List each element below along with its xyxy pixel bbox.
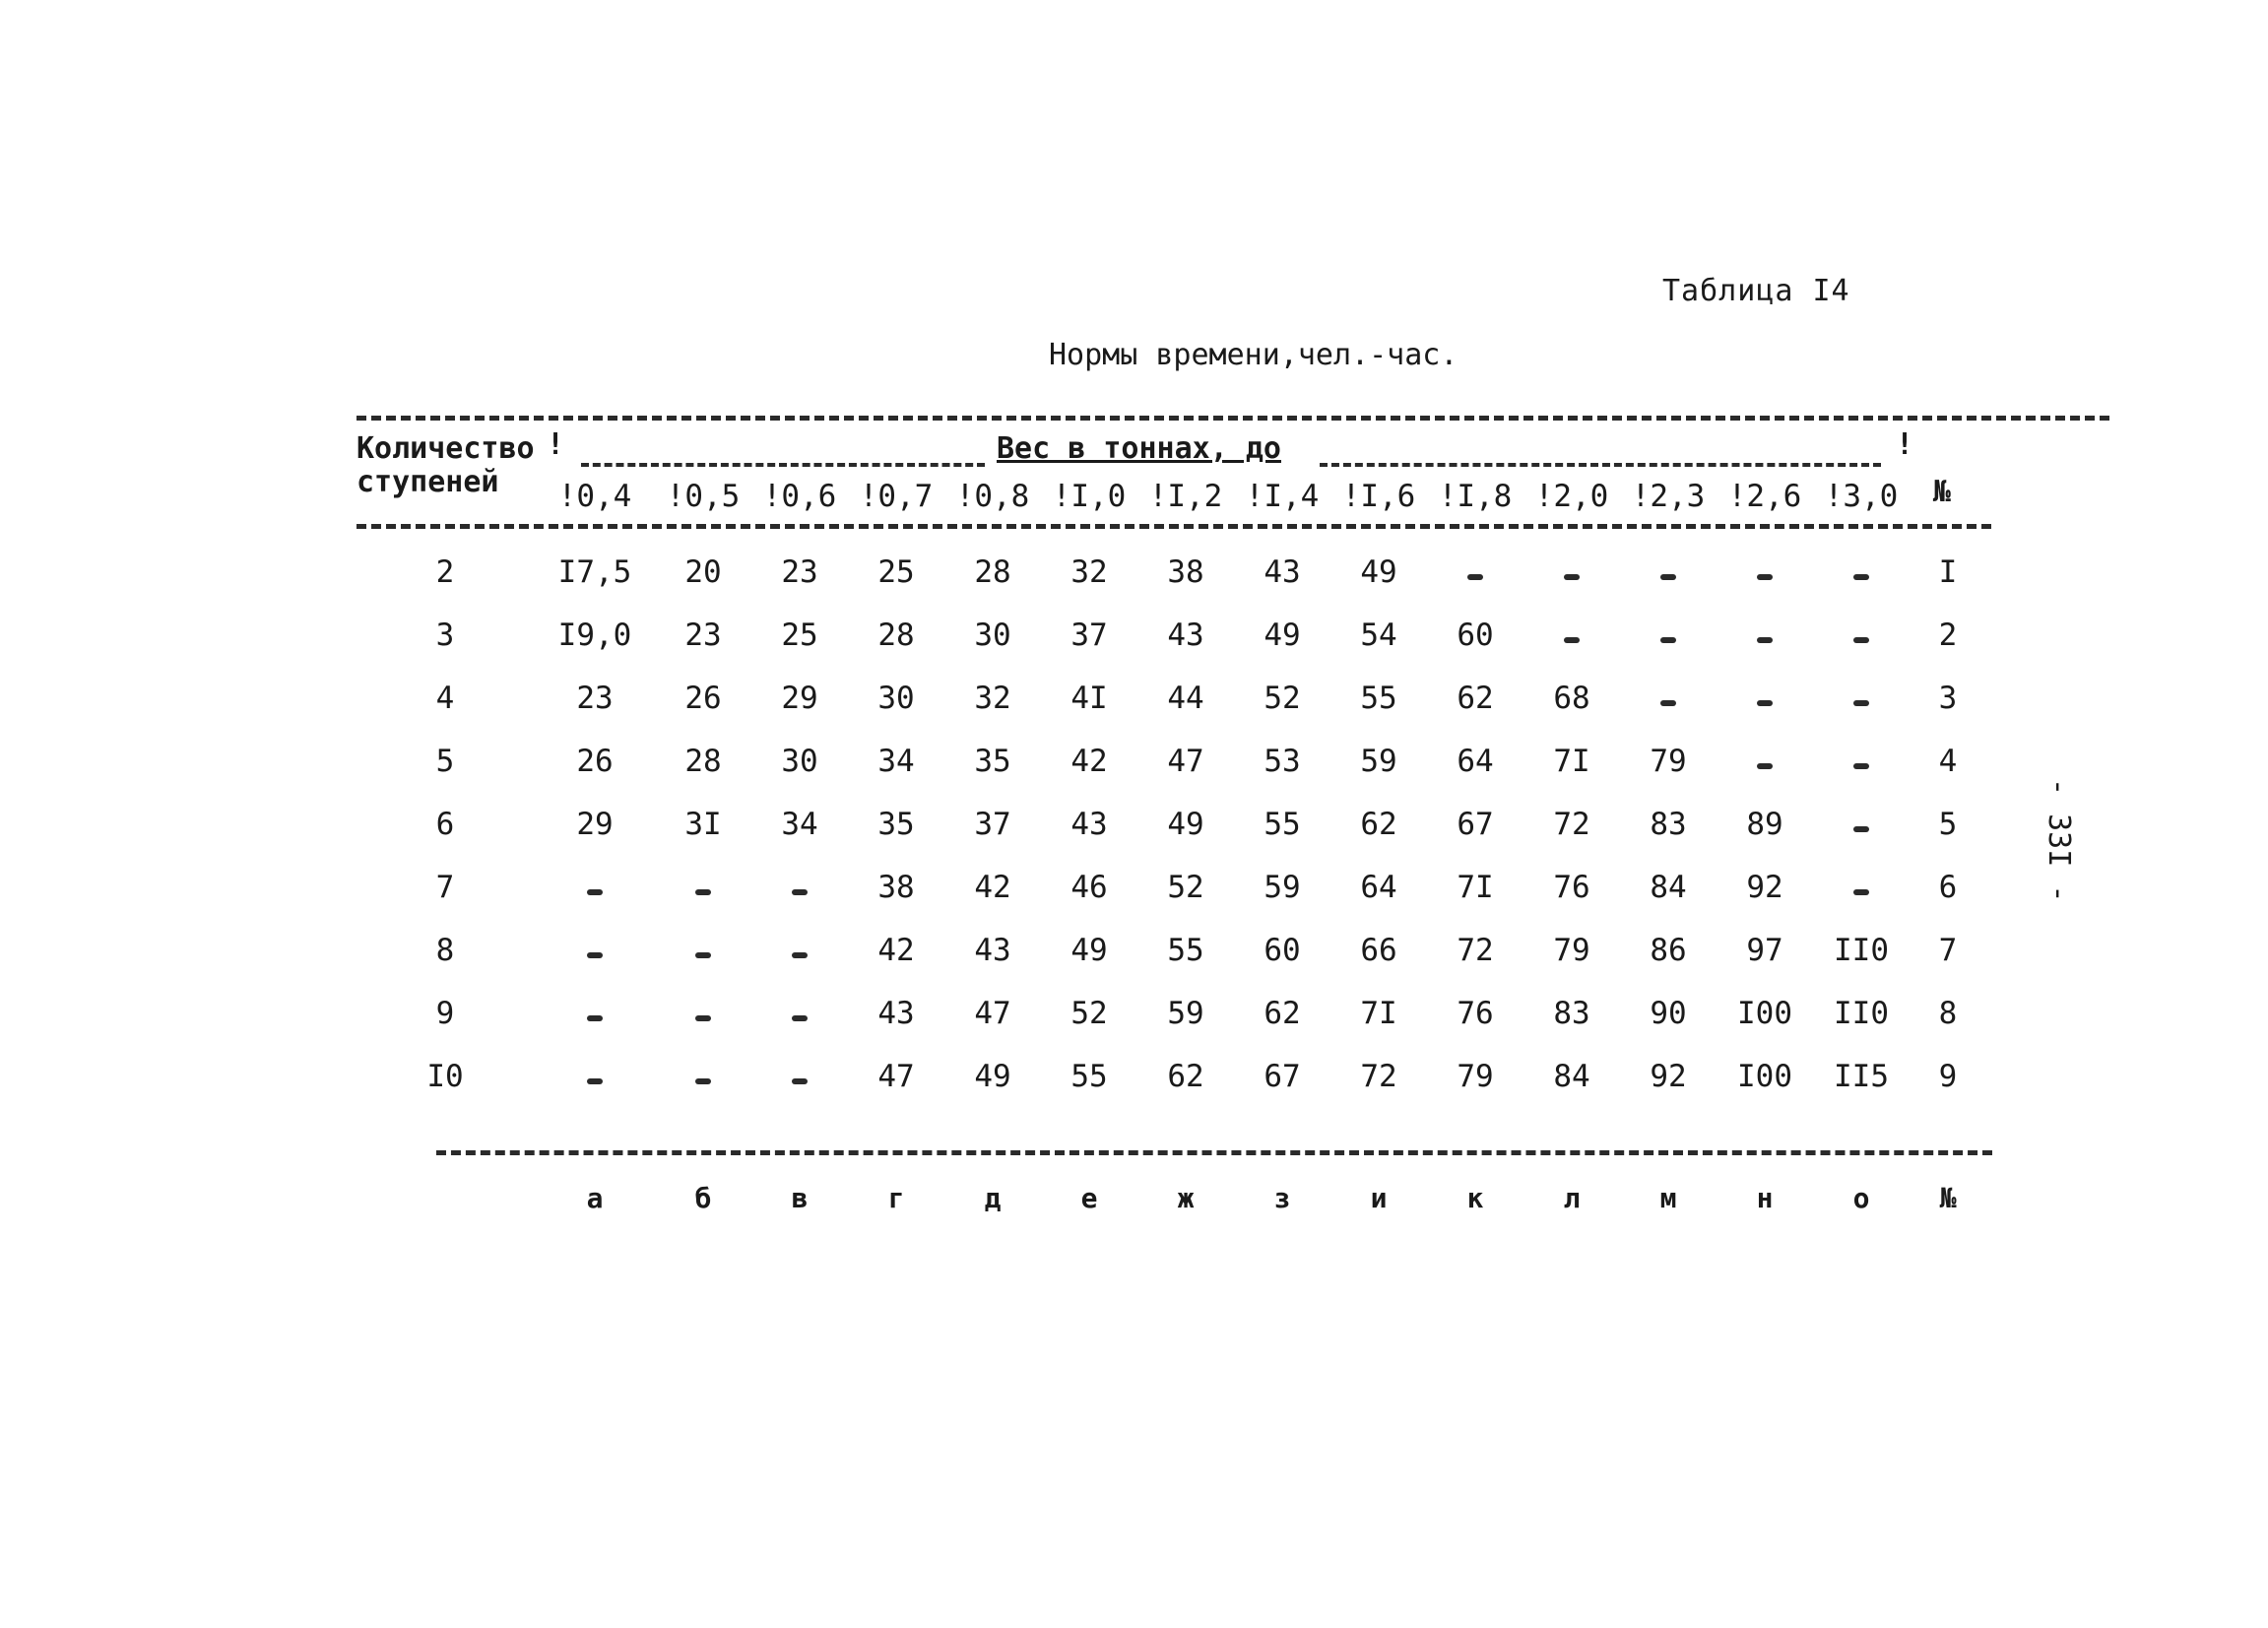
empty-cell-dash <box>587 889 603 895</box>
empty-cell-dash <box>1853 637 1869 643</box>
value-cell: 28 <box>684 744 722 779</box>
value-cell: 3I <box>684 807 722 842</box>
column-letter: к <box>1466 1182 1484 1214</box>
value-cell: 30 <box>781 744 818 779</box>
header-steps-line2: ступеней <box>356 465 499 499</box>
value-cell: 76 <box>1457 996 1494 1031</box>
column-letter: г <box>887 1182 905 1214</box>
page-title: Нормы времени,чел.-час. <box>1049 338 1458 372</box>
value-cell: 47 <box>877 1059 915 1094</box>
value-cell: 83 <box>1650 807 1687 842</box>
value-cell: 30 <box>877 681 915 716</box>
value-cell: 46 <box>1070 870 1108 905</box>
value-cell: 28 <box>877 618 915 653</box>
value-cell: 29 <box>576 807 614 842</box>
steps-cell: 5 <box>435 744 455 779</box>
value-cell: 49 <box>1070 933 1108 968</box>
column-letter: ж <box>1177 1182 1195 1214</box>
value-cell: 72 <box>1360 1059 1397 1094</box>
empty-cell-dash <box>695 952 711 958</box>
value-cell: 52 <box>1264 681 1301 716</box>
value-cell: 43 <box>1264 554 1301 590</box>
header-weight-8: !I,6 <box>1341 479 1416 514</box>
value-cell: 67 <box>1457 807 1494 842</box>
value-cell: 62 <box>1167 1059 1204 1094</box>
value-cell: 62 <box>1360 807 1397 842</box>
value-cell: 23 <box>576 681 614 716</box>
column-letter: в <box>791 1182 809 1214</box>
column-letter: д <box>984 1182 1002 1214</box>
steps-cell: 2 <box>435 554 455 590</box>
row-number-cell: I <box>1938 554 1958 590</box>
row-number-cell: 2 <box>1938 618 1958 653</box>
empty-cell-dash <box>792 1015 808 1021</box>
value-cell: 20 <box>684 554 722 590</box>
row-number-cell: 3 <box>1938 681 1958 716</box>
value-cell: 37 <box>1070 618 1108 653</box>
header-weight-9: !I,8 <box>1438 479 1513 514</box>
side-page-number: - 33I - <box>2041 778 2076 903</box>
header-weight-3: !0,7 <box>859 479 934 514</box>
column-letter: о <box>1852 1182 1870 1214</box>
row-number-cell: 9 <box>1938 1059 1958 1094</box>
empty-cell-dash <box>695 1078 711 1084</box>
empty-cell-dash <box>792 889 808 895</box>
value-cell: 29 <box>781 681 818 716</box>
header-number-symbol: № <box>1933 475 1952 509</box>
value-cell: 79 <box>1650 744 1687 779</box>
value-cell: 43 <box>1167 618 1204 653</box>
row-number-cell: 5 <box>1938 807 1958 842</box>
value-cell: 83 <box>1553 996 1590 1031</box>
value-cell: 49 <box>1167 807 1204 842</box>
value-cell: 64 <box>1360 870 1397 905</box>
empty-cell-dash <box>792 952 808 958</box>
value-cell: 72 <box>1553 807 1590 842</box>
value-cell: 49 <box>1360 554 1397 590</box>
empty-cell-dash <box>1757 574 1773 580</box>
value-cell: 47 <box>1167 744 1204 779</box>
value-cell: 4I <box>1070 681 1108 716</box>
value-cell: 26 <box>576 744 614 779</box>
value-cell: I00 <box>1737 996 1792 1031</box>
empty-cell-dash <box>1853 700 1869 706</box>
value-cell: II0 <box>1834 933 1889 968</box>
header-separator-right: ! <box>1896 427 1914 462</box>
value-cell: 84 <box>1650 870 1687 905</box>
value-cell: 59 <box>1360 744 1397 779</box>
header-weight-1: !0,5 <box>666 479 741 514</box>
value-cell: 62 <box>1457 681 1494 716</box>
steps-cell: 7 <box>435 870 455 905</box>
value-cell: 28 <box>974 554 1011 590</box>
value-cell: 72 <box>1457 933 1494 968</box>
value-cell: 47 <box>974 996 1011 1031</box>
value-cell: 38 <box>877 870 915 905</box>
value-cell: 7I <box>1360 996 1397 1031</box>
empty-cell-dash <box>587 1015 603 1021</box>
value-cell: 53 <box>1264 744 1301 779</box>
bottom-rule <box>436 1150 1992 1155</box>
value-cell: 35 <box>974 744 1011 779</box>
header-weight-10: !2,0 <box>1534 479 1609 514</box>
empty-cell-dash <box>1853 826 1869 832</box>
column-letter-number: № <box>1939 1182 1957 1214</box>
value-cell: 35 <box>877 807 915 842</box>
empty-cell-dash <box>695 1015 711 1021</box>
header-separator: ! <box>547 427 565 462</box>
empty-cell-dash <box>1853 574 1869 580</box>
empty-cell-dash <box>1467 574 1483 580</box>
header-weight-7: !I,4 <box>1245 479 1320 514</box>
value-cell: 43 <box>1070 807 1108 842</box>
value-cell: 34 <box>877 744 915 779</box>
value-cell: 97 <box>1746 933 1783 968</box>
value-cell: 54 <box>1360 618 1397 653</box>
column-letter: м <box>1659 1182 1677 1214</box>
value-cell: I7,5 <box>557 554 632 590</box>
header-weight-group: Вес в тоннах, до <box>997 431 1281 466</box>
value-cell: 43 <box>877 996 915 1031</box>
value-cell: 52 <box>1070 996 1108 1031</box>
value-cell: 86 <box>1650 933 1687 968</box>
steps-cell: 6 <box>435 807 455 842</box>
empty-cell-dash <box>1660 637 1676 643</box>
value-cell: 60 <box>1457 618 1494 653</box>
value-cell: 66 <box>1360 933 1397 968</box>
value-cell: I00 <box>1737 1059 1792 1094</box>
value-cell: 42 <box>1070 744 1108 779</box>
value-cell: 79 <box>1457 1059 1494 1094</box>
value-cell: II5 <box>1834 1059 1889 1094</box>
steps-cell: 8 <box>435 933 455 968</box>
row-number-cell: 6 <box>1938 870 1958 905</box>
value-cell: 89 <box>1746 807 1783 842</box>
row-number-cell: 7 <box>1938 933 1958 968</box>
value-cell: 23 <box>781 554 818 590</box>
value-cell: 67 <box>1264 1059 1301 1094</box>
value-cell: 7I <box>1553 744 1590 779</box>
value-cell: 59 <box>1167 996 1204 1031</box>
header-weight-6: !I,2 <box>1148 479 1223 514</box>
value-cell: 76 <box>1553 870 1590 905</box>
empty-cell-dash <box>587 952 603 958</box>
value-cell: 32 <box>974 681 1011 716</box>
empty-cell-dash <box>695 889 711 895</box>
empty-cell-dash <box>587 1078 603 1084</box>
empty-cell-dash <box>1564 574 1580 580</box>
empty-cell-dash <box>1757 700 1773 706</box>
value-cell: 30 <box>974 618 1011 653</box>
header-weight-0: !0,4 <box>557 479 632 514</box>
column-letter: а <box>586 1182 604 1214</box>
header-steps-line1: Количество <box>356 431 535 466</box>
empty-cell-dash <box>1564 637 1580 643</box>
steps-cell: 9 <box>435 996 455 1031</box>
header-weight-4: !0,8 <box>955 479 1030 514</box>
value-cell: 44 <box>1167 681 1204 716</box>
row-number-cell: 4 <box>1938 744 1958 779</box>
value-cell: 7I <box>1457 870 1494 905</box>
table-label: Таблица I4 <box>1662 274 1850 308</box>
value-cell: 55 <box>1360 681 1397 716</box>
header-group-rule-right <box>1320 463 1881 467</box>
header-weight-2: !0,6 <box>762 479 837 514</box>
value-cell: 55 <box>1167 933 1204 968</box>
value-cell: 25 <box>781 618 818 653</box>
value-cell: 55 <box>1070 1059 1108 1094</box>
value-cell: 49 <box>1264 618 1301 653</box>
value-cell: II0 <box>1834 996 1889 1031</box>
value-cell: 32 <box>1070 554 1108 590</box>
empty-cell-dash <box>1757 763 1773 769</box>
steps-cell: 4 <box>435 681 455 716</box>
value-cell: 42 <box>877 933 915 968</box>
empty-cell-dash <box>1757 637 1773 643</box>
value-cell: 49 <box>974 1059 1011 1094</box>
value-cell: 52 <box>1167 870 1204 905</box>
header-group-rule-left <box>581 463 985 467</box>
value-cell: 42 <box>974 870 1011 905</box>
header-weight-13: !3,0 <box>1824 479 1899 514</box>
column-letter: б <box>694 1182 712 1214</box>
column-letter: и <box>1370 1182 1388 1214</box>
value-cell: 37 <box>974 807 1011 842</box>
value-cell: 68 <box>1553 681 1590 716</box>
empty-cell-dash <box>792 1078 808 1084</box>
empty-cell-dash <box>1660 700 1676 706</box>
header-weight-5: !I,0 <box>1052 479 1127 514</box>
value-cell: 60 <box>1264 933 1301 968</box>
value-cell: 92 <box>1746 870 1783 905</box>
top-rule <box>356 416 2109 421</box>
value-cell: I9,0 <box>557 618 632 653</box>
value-cell: 34 <box>781 807 818 842</box>
header-weight-12: !2,6 <box>1727 479 1802 514</box>
column-letter: е <box>1080 1182 1098 1214</box>
value-cell: 23 <box>684 618 722 653</box>
row-number-cell: 8 <box>1938 996 1958 1031</box>
column-letter: н <box>1756 1182 1774 1214</box>
value-cell: 64 <box>1457 744 1494 779</box>
value-cell: 25 <box>877 554 915 590</box>
steps-cell: 3 <box>435 618 455 653</box>
value-cell: 26 <box>684 681 722 716</box>
value-cell: 59 <box>1264 870 1301 905</box>
value-cell: 84 <box>1553 1059 1590 1094</box>
value-cell: 62 <box>1264 996 1301 1031</box>
value-cell: 38 <box>1167 554 1204 590</box>
steps-cell: I0 <box>426 1059 464 1094</box>
value-cell: 90 <box>1650 996 1687 1031</box>
empty-cell-dash <box>1660 574 1676 580</box>
column-letter: з <box>1273 1182 1291 1214</box>
value-cell: 55 <box>1264 807 1301 842</box>
header-bottom-rule <box>356 524 1991 529</box>
empty-cell-dash <box>1853 763 1869 769</box>
empty-cell-dash <box>1853 889 1869 895</box>
value-cell: 92 <box>1650 1059 1687 1094</box>
column-letter: л <box>1563 1182 1581 1214</box>
header-weight-11: !2,3 <box>1631 479 1706 514</box>
value-cell: 43 <box>974 933 1011 968</box>
value-cell: 79 <box>1553 933 1590 968</box>
